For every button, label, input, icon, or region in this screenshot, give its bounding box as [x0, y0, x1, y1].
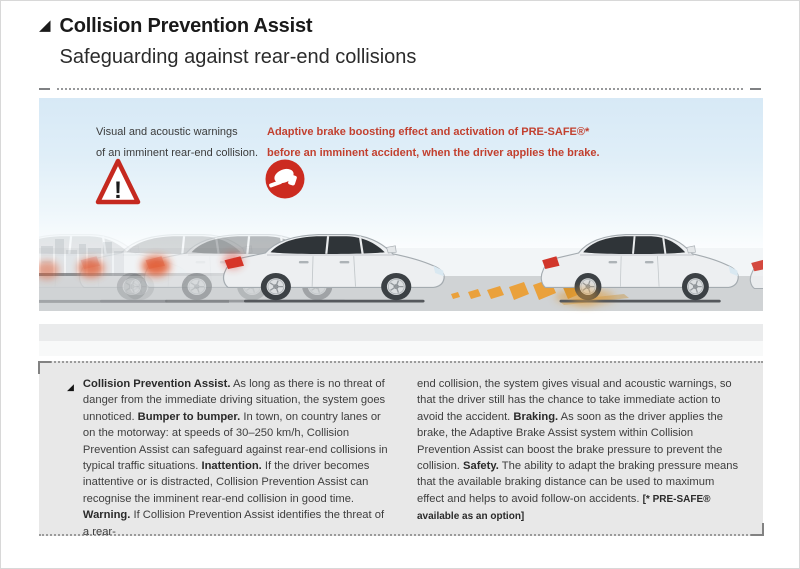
page-title: Collision Prevention Assist	[59, 15, 313, 37]
illustration-panel	[39, 98, 763, 356]
info-text-right: end collision, the system gives visual and acoustic warnings, so that the driver still has the chance to take immediate action to avoid the accident. Braking. As soon as the driver applies the brake, the Adaptive Brake Assist system within Collision Prevention Assist can boost the brake pressure to prevent the collision. Safety. The ability to adapt the braking pressure means that the available braking distance can be used to maximum effect and helps to avoid follow-on accidents. [* PRE-SAFE® available as an option]	[417, 378, 739, 523]
dotted-divider	[39, 87, 761, 90]
brake-caption-line2: before an imminent accident, when the driver applies the brake.	[267, 147, 600, 159]
info-text-left: Collision Prevention Assist. As long as there is no threat of danger from the immediate driving situation, the system goes unnoticed. Bumper to bumper. In town, on country lanes or on the motorway: at speeds of 30–250 km/h, Collision Prevention Assist can safeguard against rear-end collisions in typical traffic situations. Inattention. If the driver becomes inattentive or is distracted, Collision Prevention Assist can recognise the imminent rear-end collision in good time. Warning. If Collision Prevention Assist identifies the threat of a rear-	[82, 378, 388, 538]
page-header	[39, 14, 416, 69]
divider-end-dash-right	[750, 88, 761, 90]
info-column-left	[67, 376, 391, 540]
warning-exclamation-mark: !	[114, 177, 122, 204]
divider-end-dash-left	[39, 88, 50, 90]
page-subtitle: Safeguarding against rear-end collisions	[59, 46, 417, 68]
warning-caption-line1: Visual and acoustic warnings	[96, 126, 238, 138]
info-bullet-icon: ◢	[67, 382, 74, 392]
brake-caption-line1: Adaptive brake boosting effect and activation of PRE-SAFE®*	[267, 126, 590, 138]
info-box-content	[39, 363, 763, 540]
corner-bracket-bottomright-icon	[751, 523, 764, 536]
warning-triangle-icon	[95, 157, 141, 207]
title-block	[60, 14, 417, 69]
title-marker-icon: ◢	[39, 17, 51, 34]
info-box	[39, 361, 763, 536]
divider-dots	[57, 88, 743, 90]
info-column-right	[417, 376, 741, 540]
brake-pedal-icon	[264, 158, 306, 200]
warning-caption-line2: of an imminent rear-end collision.	[96, 147, 259, 159]
corner-bracket-topleft-icon	[38, 361, 51, 374]
brake-caption	[267, 122, 600, 164]
